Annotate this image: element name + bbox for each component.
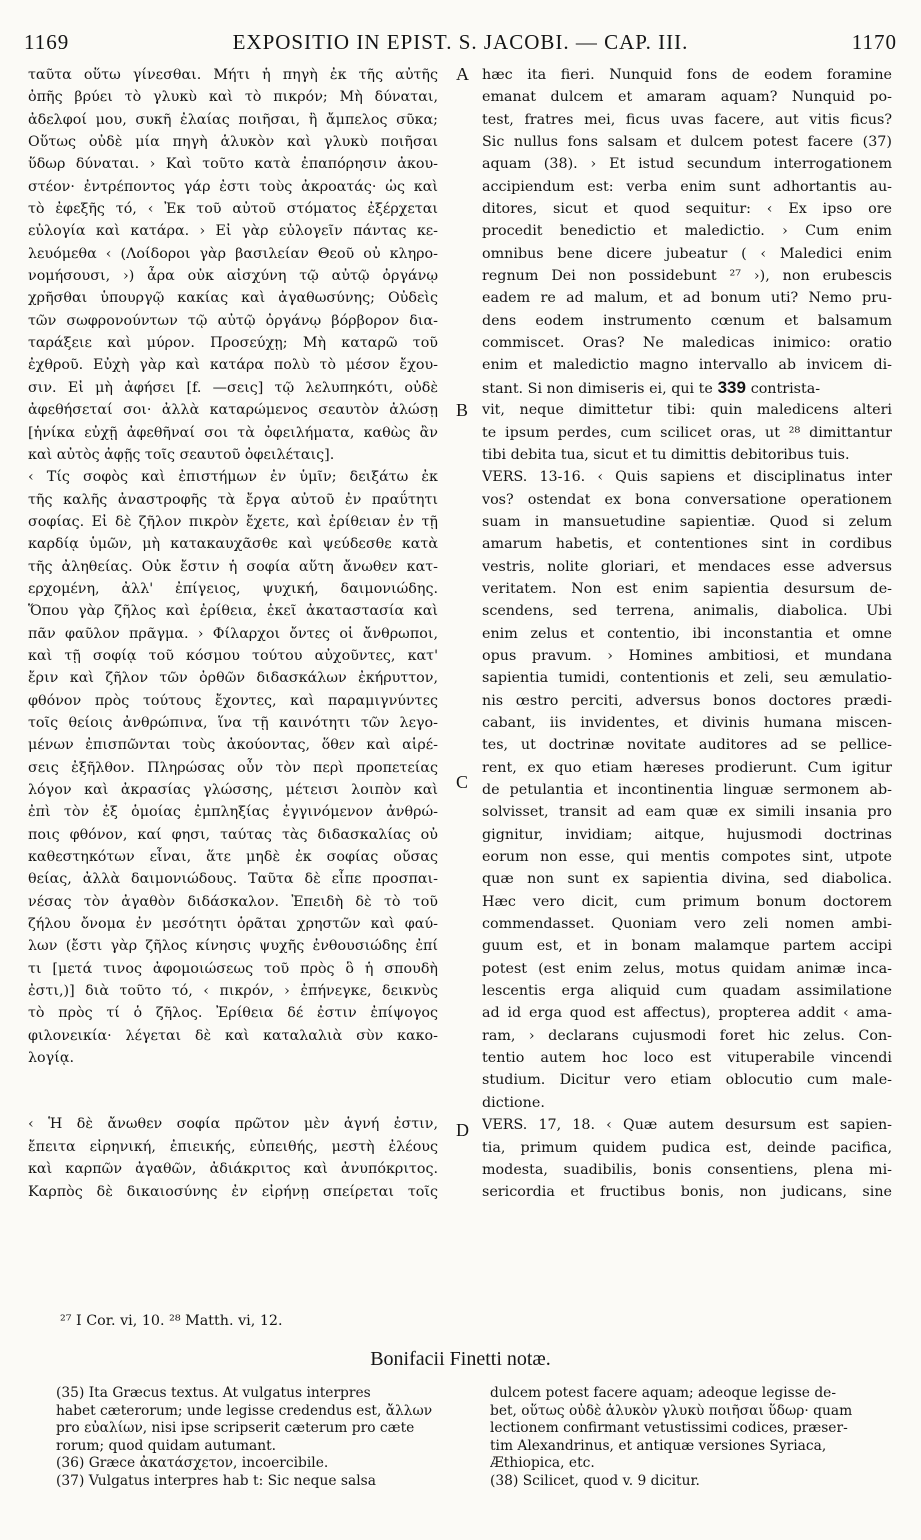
latin-text-line: hæc ita fieri. Nunquid fons de eodem foramine (482, 67, 892, 83)
note-line: bet, οὕτως οὐδὲ ἁλυκὸν γλυκὺ ποιῆσαι ὕδωρ· quam (490, 1402, 853, 1419)
note-line: (36) Græce ἀκατάσχετον, incoercibile. (56, 1455, 329, 1472)
greek-text-line: τὸ ἐφεξῆς τό, ‹ Ἐκ τοῦ αὐτοῦ στόματος ἐξέρχεται (28, 201, 438, 218)
greek-text-line: [ἡνίκα εὐχῇ ἀφεθῆναί σοι τὰ ὀφειλήματα, καθὼς ἂν (28, 424, 438, 441)
greek-text-line: καρδίᾳ ὑμῶν, μὴ κατακαυχᾶσθε καὶ ψεύδεσθε κατὰ (28, 536, 438, 553)
greek-text-line: τὸ πρὸς τί ὁ ζῆλος. Ἐρίθεια δέ ἐστιν ἐπίψογος (28, 1005, 438, 1022)
latin-text-line: ditores, sicut et quod sequitur: ‹ Ex ipso ore (482, 201, 892, 218)
greek-text-line: θείας, ἀλλὰ δαιμονιώδους. Ταῦτα δὲ εἶπε προσπαι- (28, 871, 438, 888)
notes-title: Bonifacii Finetti notæ. (370, 1348, 551, 1370)
latin-text-line: VERS. 17, 18. ‹ Quæ autem desursum est sapien- (482, 1117, 892, 1134)
latin-text-line: modesta, suadibilis, bonis consentiens, plena mi- (482, 1161, 892, 1178)
greek-text-line: ἐχθροῦ. Εὐχὴ γὰρ καὶ κατάρα πολὺ τὸ μέσον ἔχου- (28, 357, 438, 374)
greek-text-line: πᾶν φαῦλον πρᾶγμα. › Φίλαρχοι ὄντες οἱ ἄνθρωποι, (28, 625, 438, 642)
latin-text-line: sericordia et fructibus bonis, non judicans, sine (482, 1184, 892, 1201)
greek-text-line: καθεστηκότων εἶναι, ἅτε μηδὲ ἐκ σοφίας οὔσας (28, 849, 438, 866)
greek-text-line: σιν. Εἰ μὴ ἀφήσει [f. —σεις] τῷ λελυπηκότι, οὐδὲ (28, 379, 438, 396)
latin-text-line: enim et maledictio magno intervallo ab invicem di- (482, 357, 892, 374)
greek-text-line (28, 1069, 438, 1091)
greek-text-line: ταῦτα οὕτω γίνεσθαι. Μήτι ἡ πηγὴ ἐκ τῆς αὐτῆς (28, 67, 438, 83)
latin-text-line: studium. Dicitur vero etiam oblocutio cum male- (482, 1072, 892, 1089)
note-line: dulcem potest facere aquam; adeoque legisse de- (490, 1385, 836, 1401)
note-line: (35) Ita Græcus textus. At vulgatus interpres (56, 1385, 371, 1401)
latin-text-line: nis œstro perciti, adversus bonos doctores prædi- (482, 692, 892, 709)
latin-text-line: tibi debita tua, sicut et tu dimittis debitoribus tuis. (482, 446, 850, 463)
note-line: habet cæterorum; unde legisse credendus est, ἄλλων (56, 1402, 433, 1419)
greek-text-line: ἐπὶ τὸν ἐξ ὁμοίας ἐμπληξίας ἐγγινόμενον ἀνθρώ- (28, 804, 438, 821)
latin-text-line: commendasset. Quoniam vero zeli nomen ambi- (482, 916, 892, 933)
greek-text-line: τοῖς θείοις ἀνθρώπινα, ἵνα τῇ καινότητι τῶν λεγο- (28, 714, 438, 731)
greek-text-line: λευόμεθα ‹ (Λοίδοροι γὰρ βασιλείαν Θεοῦ οὐ κληρο- (28, 245, 438, 262)
notes-left-column (56, 1385, 456, 1491)
latin-text-line: vit, neque dimittetur tibi: quin maledicens alteri (482, 402, 892, 419)
greek-text-line: ερχομένη, ἀλλ' ἐπίγειος, ψυχική, δαιμονιώδης. (28, 580, 438, 597)
latin-text-line: procedit benedictio et maledictio. › Cum enim (482, 223, 892, 240)
latin-text-line: amarum habetis, et contentiones sint in cordibus (482, 536, 892, 553)
latin-column (482, 64, 892, 1204)
note-line: Æthiopica, etc. (490, 1455, 595, 1472)
latin-text-line: sapientia tumidi, contentionis et zeli, seu æmulatio- (482, 670, 892, 687)
greek-text-line: τι [μετά τινος ἀφομοιώσεως τοῦ πρὸς ὃ ἡ σπουδὴ (28, 960, 438, 977)
margin-marker-c: C (456, 772, 469, 792)
greek-text-line: στέον· ἐντρέποντος γάρ ἐστι τοὺς ἀκροατάς· ὡς καὶ (28, 178, 438, 195)
page-header (24, 30, 897, 64)
latin-text-line: stant. Si non dimiseris ei, qui te 339 contrista- (482, 377, 821, 397)
latin-text-line: commiscet. Oras? Ne maledicas inimico: oratio (482, 335, 892, 352)
margin-marker-a: A (456, 64, 469, 84)
latin-text-line: emanat dulcem et amaram aquam? Nunquid po- (482, 89, 892, 106)
page-reference-number: 339 (712, 377, 751, 397)
note-line: (38) Scilicet, quod v. 9 dicitur. (490, 1472, 700, 1489)
latin-text-line: Sic nullus fons salsam et dulcem potest facere (37) (482, 134, 892, 151)
left-footnotes: ²⁷ I Cor. vi, 10. ²⁸ Matth. vi, 12. (60, 1313, 283, 1329)
margin-marker-d: D (456, 1120, 469, 1140)
latin-text-line: gignitur, invidiam; aitque, hujusmodi doctrinas (482, 826, 892, 843)
note-line: tim Alexandrinus, et antiquæ versiones Syriaca, (490, 1437, 827, 1454)
greek-text-line: ἀδελφοί μου, συκῆ ἐλαίας ποιῆσαι, ἢ ἄμπελος σῦκα; (28, 111, 438, 128)
running-title: EXPOSITIO IN EPIST. S. JACOBI. — CAP. III. (232, 30, 689, 54)
latin-text-line: opus pravum. › Homines ambitiosi, et mundana (482, 647, 892, 664)
greek-text-line: καὶ τῇ σοφίᾳ τοῦ κόσμου τούτου αὐχοῦντες, κατ' (28, 647, 438, 664)
latin-text-line: lescentis erga aliquid cum quadam assimilatione (482, 983, 892, 1000)
margin-marker-b: B (456, 400, 469, 420)
latin-text-line: suam in mansuetudine sapientiæ. Quod si zelum (482, 513, 892, 530)
greek-text-line: ἔπειτα εἰρηνική, ἐπιεικής, εὐπειθής, μεστὴ ἐλέους (28, 1138, 438, 1155)
latin-text-line: eorum non esse, qui mentis compotes sint, utpote (482, 849, 892, 866)
greek-text-line: ἔριν καὶ ζῆλον τῶν ὀρθῶν διδασκάλων ἐκήρυττον, (28, 670, 438, 687)
greek-column (28, 64, 438, 1203)
left-page-number: 1169 (24, 30, 70, 54)
latin-text-line: scendens, sed terrena, animalis, diabolica. Ubi (482, 603, 892, 620)
greek-text-line: ὕδωρ δύναται. › Καὶ τοῦτο κατὰ ἐπαπόρησιν ἀκου- (28, 156, 438, 173)
greek-text-line: ποις φθόνον, καί φησι, ταύτας τὰς διδασκαλίας οὐ (28, 826, 438, 843)
greek-text-line: ἀφεθήσεταί σοι· ἀλλὰ καταρώμενος σεαυτὸν ἀλώσῃ (28, 402, 438, 419)
greek-text-line (28, 1091, 438, 1113)
greek-text-line: φθόνον πρὸς τούτους ἔχοντες, καὶ παραμιγνύντες (28, 692, 438, 709)
greek-text-line: νέσας τὸν ἀγαθὸν διδάσκαλον. Ἐπειδὴ δὲ τὸ τοῦ (28, 893, 438, 910)
latin-text-line: dens eodem instrumento cœnum et balsamum (482, 312, 892, 329)
greek-text-line: καὶ αὐτὸς ἀφῇς τοῖς σεαυτοῦ ὀφειλέταις]. (28, 446, 335, 463)
greek-text-line: εὐλογία καὶ κατάρα. › Εἰ γὰρ εὐλογεῖν πάντας κε- (28, 223, 438, 240)
latin-text-fragment: contrista- (750, 380, 821, 397)
latin-text-line: de petulantia et incontinentia linguæ sermonem ab- (482, 782, 892, 798)
greek-text-line: φιλονεικία· λέγεται δὲ καὶ καταλαλιὰ σὺν κακο- (28, 1027, 438, 1044)
latin-text-line: tia, primum quidem pudica est, deinde pacifica, (482, 1139, 892, 1156)
latin-text-line: omnibus bene dicere jubeatur ( ‹ Maledici enim (482, 245, 892, 262)
greek-text-line: λόγον καὶ ἀκρασίας γλώσσης, μέτεισι λοιπὸν καὶ (28, 782, 438, 798)
greek-text-line: ἐστι,)] διὰ τοῦτο τό, ‹ πικρόν, › ἐπήνεγκε, δεικνὺς (28, 983, 438, 1000)
note-line: (37) Vulgatus interpres hab t: Sic neque salsa (56, 1472, 376, 1489)
greek-text-line: ‹ Ἡ δὲ ἄνωθεν σοφία πρῶτον μὲν ἁγνή ἐστιν, (28, 1116, 438, 1133)
latin-text-line: tentio autem hoc loco est vituperabile vincendi (482, 1050, 892, 1067)
greek-text-line: ζήλου ὄνομα ἐν μεσότητι ὁρᾶται χρηστῶν καὶ φαύ- (28, 916, 438, 933)
note-line: pro εὐαλίων, nisi ipse scripserit cæterum pro cæte (56, 1420, 415, 1437)
latin-text-line: Hæc vero dicit, cum primum bonum doctorem (482, 893, 892, 910)
greek-text-line: τῶν σωφρονούντων τῷ αὐτῷ ὀργάνῳ βόρβορον δια- (28, 312, 438, 329)
latin-text-line: regnum Dei non possidebunt ²⁷ ›), non erubescis (482, 268, 892, 285)
greek-text-line: λογίᾳ. (28, 1050, 75, 1067)
latin-text-line: ram, › declarans cujusmodi foret hic zelus. Con- (482, 1027, 892, 1044)
greek-text-line: μένων ἐπισπῶνται τοὺς ἀκούοντας, ὅθεν καὶ αἱρέ- (28, 737, 438, 754)
greek-text-line: τῆς καλῆς ἀναστροφῆς τὰ ἔργα αὐτοῦ ἐν πραΰτητι (28, 491, 438, 508)
greek-text-line: νομήσουσι, ›) ἆρα οὐκ αἰσχύνη τῷ αὐτῷ ὀργάνῳ (28, 268, 438, 285)
greek-text-line: ὀπῆς βρύει τὸ γλυκὺ καὶ τὸ πικρόν; Μὴ δύναται, (28, 89, 438, 106)
latin-text-line: enim zelus et contentio, ibi inconstantia et omne (482, 625, 892, 642)
latin-text-line: eadem re ad malum, et ad bonum uti? Nemo pru- (482, 290, 892, 307)
note-line: rorum; quod quidam autumant. (56, 1437, 277, 1454)
greek-text-line: Καρπὸς δὲ δικαιοσύνης ἐν εἰρήνῃ σπείρεται τοῖς (28, 1183, 438, 1200)
latin-text-line: tes, ut doctrinæ novitate auditores ad se pellice- (482, 737, 892, 754)
latin-text-line: aquam (38). › Et istud secundum interrogationem (482, 156, 892, 173)
greek-text-line: ‹ Τίς σοφὸς καὶ ἐπιστήμων ἐν ὑμῖν; δειξάτω ἐκ (28, 469, 438, 486)
greek-text-line: τῆς ἀληθείας. Οὐκ ἔστιν ἡ σοφία αὕτη ἄνωθεν κατ- (28, 558, 438, 575)
latin-text-line: te ipsum perdes, cum scilicet oras, ut ²⁸ dimittantur (482, 424, 892, 441)
greek-text-line: χρῆσθαι ὑπουργῷ κακίας καὶ ἀγαθωσύνης; Οὐδεὶς (28, 290, 438, 307)
latin-text-line: quæ non sunt ex sapientia divina, sed diabolica. (482, 871, 892, 888)
latin-text-line: accipiendum est: verba enim sunt adhortantis au- (482, 178, 892, 195)
notes-right-column (490, 1385, 890, 1491)
latin-text-line: guum est, et in bonam malamque partem accipi (482, 938, 892, 955)
greek-text-line: λων (ἔστι γὰρ ζῆλος κίνησις ψυχῆς ἐνθουσιώδης ἐπί (28, 938, 438, 955)
latin-text-line: VERS. 13-16. ‹ Quis sapiens et disciplinatus inter (482, 469, 892, 486)
greek-text-line: Οὕτως οὐδὲ μία πηγὴ ἁλυκὸν καὶ γλυκὺ ποιῆσαι (28, 134, 438, 151)
note-line: lectionem confirmant vetustissimi codices, præser- (490, 1420, 848, 1437)
greek-text-line: Ὅπου γὰρ ζῆλος καὶ ἐρίθεια, ἐκεῖ ἀκαταστασία καὶ (28, 603, 438, 620)
greek-text-line: καὶ καρπῶν ἀγαθῶν, ἀδιάκριτος καὶ ἀνυπόκριτος. (28, 1161, 438, 1178)
greek-text-line: ταράξειε καὶ μύρον. Προσεύχῃ; Μὴ καταρῶ τοῦ (28, 335, 438, 352)
latin-text-line: cabant, iis invidentes, et divinis humana miscen- (482, 714, 892, 731)
greek-text-line: σεις ἐξῆλθον. Πληρώσας οὖν τὸν περὶ προπετείας (28, 759, 438, 776)
latin-text-line: potest (est enim zelus, motus quidam animæ inca- (482, 960, 892, 977)
latin-text-line: solvisset, transit ad eam quæ ex simili insania pro (482, 804, 892, 821)
latin-text-line: test, fratres mei, ficus uvas facere, aut vitis ficus? (482, 111, 892, 128)
latin-text-line: rent, ex quo etiam hæreses prodierunt. Cum igitur (482, 759, 892, 776)
latin-text-line: veritatem. Non est enim sapientia desursum de- (482, 580, 892, 597)
latin-text-line: vestris, nolite gloriari, et mendaces esse adversus (482, 558, 892, 575)
greek-text-line: σοφίας. Εἰ δὲ ζῆλον πικρὸν ἔχετε, καὶ ἐρίθειαν ἐν τῇ (28, 513, 438, 530)
latin-text-line: vos? ostendat ex bona conversatione operationem (482, 491, 892, 508)
latin-text-line: ad id erga quod est affectus), propterea addit ‹ ama- (482, 1005, 892, 1022)
right-page-number: 1170 (851, 30, 897, 54)
latin-text-line: dictione. (482, 1094, 545, 1111)
